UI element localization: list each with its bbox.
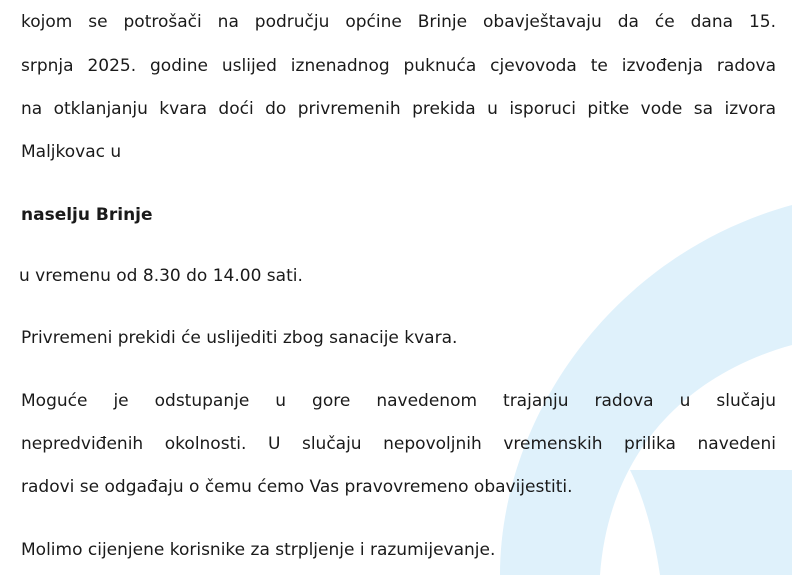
closing-text: Molimo cijenjene korisnike za strpljenje i razumijevanje. xyxy=(21,540,496,560)
paragraph-1-line-3: na otklanjanju kvara doći do privremenih prekida u isporuci pitke vode sa izvora xyxy=(21,99,776,119)
paragraph-2-line-2: nepredviđenih okolnosti. U slučaju nepovoljnih vremenskih prilika navedeni xyxy=(21,434,776,454)
location-heading: naselju Brinje xyxy=(21,205,153,225)
paragraph-2-line-1: Moguće je odstupanje u gore navedenom trajanju radova u slučaju xyxy=(21,391,776,411)
paragraph-1-line-1: kojom se potrošači na području općine Brinje obavještavaju da će dana 15. xyxy=(21,12,776,32)
reason-text: Privremeni prekidi će uslijediti zbog sanacije kvara. xyxy=(21,328,458,348)
paragraph-1-line-2: srpnja 2025. godine uslijed iznenadnog puknuća cjevovoda te izvođenja radova xyxy=(21,56,776,76)
paragraph-1-line-4: Maljkovac u xyxy=(21,142,122,162)
time-window-text: u vremenu od 8.30 do 14.00 sati. xyxy=(19,266,303,286)
paragraph-2-line-3: radovi se odgađaju o čemu ćemo Vas pravovremeno obavijestiti. xyxy=(21,477,573,497)
